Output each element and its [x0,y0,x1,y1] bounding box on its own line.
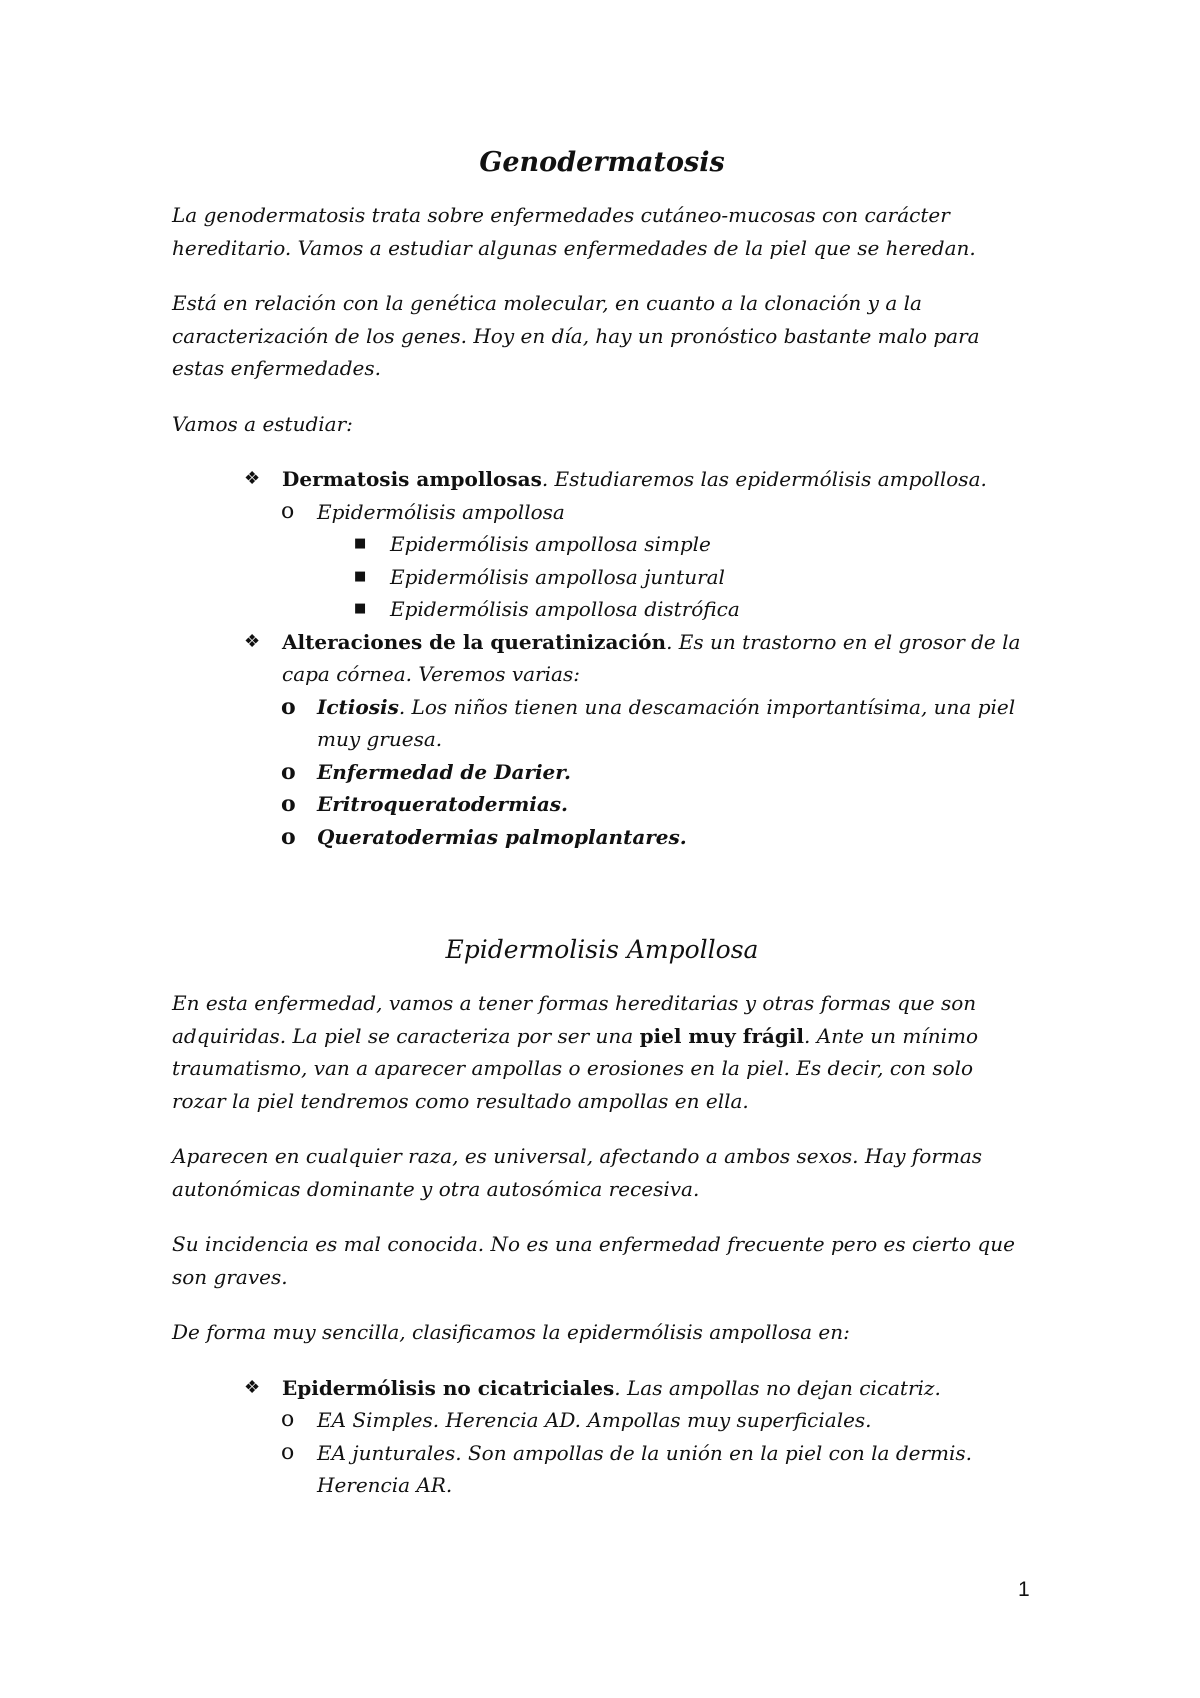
list-subsubitem [172,561,1032,594]
list-item-bold: Dermatosis ampollosas [282,467,542,491]
document-body [172,145,1032,1502]
list-subsubitem-text: Epidermólisis ampollosa simple [390,532,711,556]
list-subitem [172,691,1032,756]
list-subsubitem-text: Epidermólisis ampollosa distrófica [390,597,740,621]
list-subitem-text: . [563,759,571,784]
diamond-bullet-icon: ❖ [244,630,261,652]
square-bullet-icon: ■ [354,601,367,616]
section-paragraph-2: Aparecen en cualquier raza, es universal, afectando a ambos sexos. Hay formas autonómicas dominante y otra autosómica recesiva. [172,1144,983,1201]
list-subitem [172,788,1032,821]
list-item-text: . Las ampollas no dejan cicatriz. [614,1375,941,1400]
circle-bullet-icon: o [281,1439,295,1465]
intro-paragraph-3: Vamos a estudiar: [172,411,353,436]
list-subitem-bold: Ictiosis [317,694,399,719]
section-paragraph-1 [172,987,1032,1117]
square-bullet-icon: ■ [354,568,367,584]
list-item-text: . Es un trastorno en el grosor de la capa córnea. Veremos varias: [282,629,1021,686]
document-title: Genodermatosis [479,147,725,178]
list-subitem [172,496,1032,529]
list-item-bold: Epidermólisis no cicatriciales [282,1375,615,1400]
list-subsubitem-text: Epidermólisis ampollosa juntural [390,564,725,589]
list-subitem-text: . [561,792,569,816]
paragraph-text: En esta enfermedad, vamos a tener formas hereditarias y otras formas que son adquiridas. La piel se caracteriza por ser una [172,991,977,1048]
list-subitem [172,821,1032,854]
list-subitem-text: Epidermólisis ampollosa [317,499,565,524]
list-subitem [172,1404,1032,1437]
circle-bullet-icon: o [281,693,296,720]
page-number: 1 [1018,1578,1030,1601]
list-subitem [172,756,1032,789]
intro-paragraph-1: La genodermatosis trata sobre enfermedades cutáneo-mucosas con carácter hereditario. Vamos a estudiar algunas enfermedades de la piel que se heredan. [172,203,976,260]
list-subitem-text: . Los niños tienen una descamación importantísima, una piel muy gruesa. [317,694,1016,751]
diamond-bullet-icon: ❖ [244,1376,261,1398]
list-subitem-text: EA junturales. Son ampollas de la unión en la piel con la dermis. Herencia AR. [317,1440,973,1497]
list-item-text: . Estudiaremos las epidermólisis ampollosa. [541,467,987,491]
circle-bullet-icon: o [281,498,295,524]
section-paragraph-3: Su incidencia es mal conocida. No es una enfermedad frecuente pero es cierto que son graves. [172,1232,1015,1289]
section-title: Epidermolisis Ampollosa [445,935,759,964]
list-subsubitem [172,593,1032,626]
list-item-dermatosis [172,463,1032,496]
circle-bullet-icon: o [281,791,296,817]
circle-bullet-icon: o [281,823,296,850]
section-paragraph-4: De forma muy sencilla, clasificamos la epidermólisis ampollosa en: [172,1320,850,1344]
circle-bullet-icon: o [281,1407,295,1432]
study-list [172,463,1032,853]
list-item-bold: Alteraciones de la queratinización [282,629,667,654]
list-subitem-bold: Queratodermias palmoplantares [317,824,680,849]
list-subitem-text: EA Simples. Herencia AD. Ampollas muy superficiales. [317,1408,872,1432]
classification-list [172,1372,1032,1502]
list-item-no-cicatriciales [172,1372,1032,1405]
circle-bullet-icon: o [281,758,296,785]
list-subitem-text: . [679,824,687,849]
list-subitem [172,1437,1032,1502]
paragraph-bold: piel muy frágil [639,1023,804,1048]
diamond-bullet-icon: ❖ [244,468,261,489]
list-item-queratinizacion [172,626,1032,691]
list-subitem-bold: Enfermedad de Darier [317,759,564,784]
paragraph-text: . Ante un mínimo traumatismo, van a aparecer ampollas o erosiones en la piel. Es decir, con solo rozar la piel tendremos como resultado ampollas en ella. [172,1023,979,1113]
list-subsubitem [172,528,1032,561]
list-subitem-bold: Eritroqueratodermias [317,792,562,816]
square-bullet-icon: ■ [354,536,367,551]
intro-paragraph-2: Está en relación con la genética molecular, en cuanto a la clonación y a la caracterización de los genes. Hoy en día, hay un pronóstico bastante malo para estas enfermedades. [172,291,980,380]
